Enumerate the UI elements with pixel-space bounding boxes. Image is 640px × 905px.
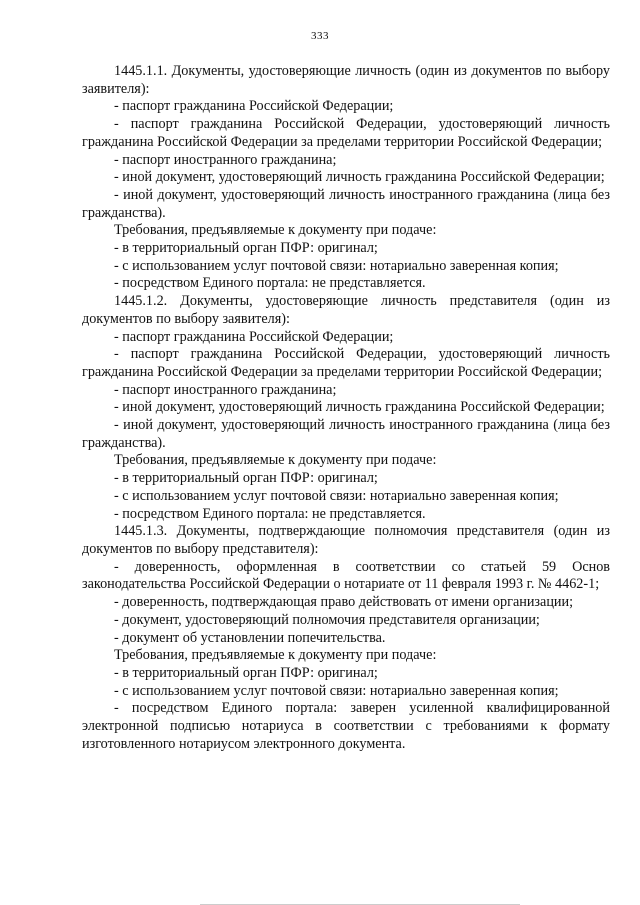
list-item: - с использованием услуг почтовой связи: нотариально заверенная копия; <box>114 682 559 699</box>
list-item: - в территориальный орган ПФР: оригинал; <box>114 470 378 487</box>
page-number: 333 <box>311 30 329 42</box>
list-item: - документ об установлении попечительства. <box>114 629 386 646</box>
list-item: - иной документ, удостоверяющий личность гражданина Российской Федерации; <box>114 399 605 416</box>
list-item: - в территориальный орган ПФР: оригинал; <box>114 240 378 257</box>
list-item: - паспорт гражданина Российской Федерации; <box>114 328 394 345</box>
requirements-heading: Требования, предъявляемые к документу при подаче: <box>114 647 437 664</box>
document-body <box>82 63 610 753</box>
list-item: - паспорт гражданина Российской Федерации, удостоверяющий личность гражданина Российской Федерации за пределами территории Российской Федерации; <box>82 116 610 150</box>
list-item: - паспорт иностранного гражданина; <box>114 151 337 168</box>
list-item: - иной документ, удостоверяющий личность иностранного гражданина (лица без гражданства). <box>82 417 610 451</box>
requirements-heading: Требования, предъявляемые к документу при подаче: <box>114 452 437 469</box>
list-item: - с использованием услуг почтовой связи: нотариально заверенная копия; <box>114 487 559 504</box>
list-item: - паспорт гражданина Российской Федерации, удостоверяющий личность гражданина Российской Федерации за пределами территории Российской Федерации; <box>82 346 610 380</box>
list-item: - паспорт иностранного гражданина; <box>114 381 337 398</box>
list-item: - иной документ, удостоверяющий личность иностранного гражданина (лица без гражданства). <box>82 186 610 221</box>
section-heading-1445-1-3: 1445.1.3. Документы, подтверждающие полномочия представителя (один из документов по выбору представителя): <box>82 523 610 557</box>
list-item: - доверенность, оформленная в соответствии со статьей 59 Основ законодательства Российской Федерации о нотариате от 11 февраля 1993 г. № 4462-1; <box>82 558 610 593</box>
list-item: - документ, удостоверяющий полномочия представителя организации; <box>114 611 540 628</box>
list-item: - посредством Единого портала: заверен усиленной квалифицированной электронной подписью нотариуса в соответствии с требованиями к формату изготовленного нотариусом электронного документа. <box>82 700 610 752</box>
requirements-heading: Требования, предъявляемые к документу при подаче: <box>114 222 437 239</box>
list-item: - в территориальный орган ПФР: оригинал; <box>114 664 378 681</box>
list-item: - паспорт гражданина Российской Федерации; <box>114 98 394 115</box>
list-item: - посредством Единого портала: не представляется. <box>114 505 426 522</box>
list-item: - доверенность, подтверждающая право действовать от имени организации; <box>114 594 574 611</box>
list-item: - с использованием услуг почтовой связи: нотариально заверенная копия; <box>114 257 559 274</box>
section-heading-1445-1-1: 1445.1.1. Документы, удостоверяющие личность (один из документов по выбору заявителя): <box>82 63 610 97</box>
list-item: - посредством Единого портала: не представляется. <box>114 275 426 292</box>
section-heading-1445-1-2: 1445.1.2. Документы, удостоверяющие личность представителя (один из документов по выбору заявителя): <box>82 293 610 327</box>
list-item: - иной документ, удостоверяющий личность гражданина Российской Федерации; <box>114 169 605 186</box>
